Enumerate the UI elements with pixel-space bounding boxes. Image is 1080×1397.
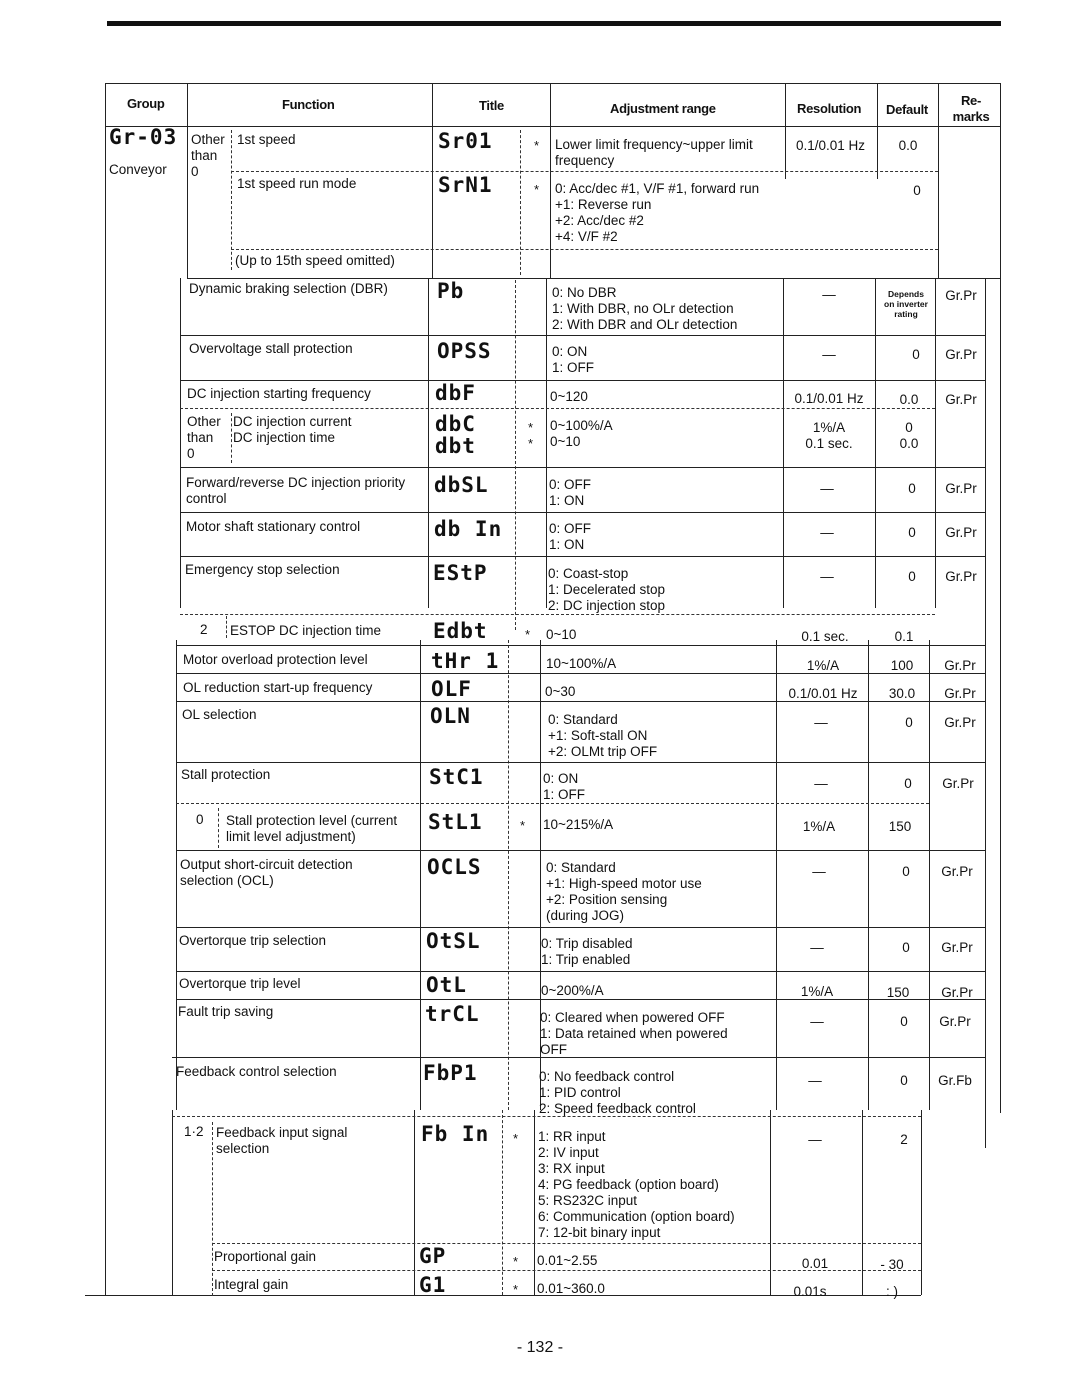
row-title: Edbt bbox=[433, 619, 488, 643]
row-range: 0.01~360.0 bbox=[537, 1281, 605, 1296]
row-range: 0: ON 1: OFF bbox=[552, 344, 595, 375]
row-default: 0.0 bbox=[898, 138, 918, 153]
row-range: 0: No feedback control 1: PID control 2: Speed feedback control bbox=[539, 1069, 696, 1116]
row-default: 0 bbox=[902, 864, 910, 879]
row-resolution: 0.1 sec. bbox=[801, 629, 849, 644]
row-resolution: 0.01s bbox=[793, 1284, 827, 1299]
row-title: trCL bbox=[425, 1002, 480, 1026]
row-remarks: Gr.Pr bbox=[945, 481, 977, 496]
row-function: Overtorque trip selection bbox=[179, 933, 327, 948]
row-remarks: Gr.Pr bbox=[945, 569, 977, 584]
row-remarks: Gr.Pr bbox=[944, 686, 976, 701]
row-range: Lower limit frequency~upper limit frequency bbox=[555, 137, 753, 168]
row-range: 0.01~2.55 bbox=[537, 1253, 598, 1268]
row-default: 100 bbox=[890, 658, 914, 673]
row-default: 0 bbox=[908, 569, 916, 584]
row-remarks: Gr.Pr bbox=[941, 940, 973, 955]
row-resolution: — bbox=[814, 715, 828, 730]
row-star: * bbox=[513, 1131, 519, 1146]
header-default: Default bbox=[886, 102, 928, 117]
row-function: Dynamic braking selection (DBR) bbox=[189, 281, 388, 296]
header-adjustment-range: Adjustment range bbox=[610, 101, 716, 116]
row-default: Depends on inverter rating bbox=[884, 289, 928, 319]
row-title: db In bbox=[434, 517, 503, 541]
row-remarks: Gr.Pr bbox=[945, 347, 977, 362]
row-function: Feedback input signal selection bbox=[216, 1125, 348, 1156]
row-condition: 0 bbox=[196, 812, 204, 827]
row-function: Motor overload protection level bbox=[183, 652, 368, 667]
row-function: Proportional gain bbox=[214, 1249, 317, 1264]
row-default: 30.0 bbox=[888, 686, 916, 701]
row-remarks: Gr.Pr bbox=[939, 1014, 971, 1029]
row-function: Forward/reverse DC injection priority control bbox=[186, 475, 406, 506]
header-function: Function bbox=[282, 97, 335, 112]
row-title: OPSS bbox=[437, 339, 492, 363]
row-function: OL reduction start-up frequency bbox=[183, 680, 373, 695]
row-title: OCLS bbox=[427, 855, 482, 879]
row-function: Emergency stop selection bbox=[185, 562, 340, 577]
row-resolution: 0.1/0.01 Hz bbox=[788, 686, 858, 701]
row-range: 0~200%/A bbox=[541, 983, 604, 998]
row-resolution: — bbox=[808, 1132, 822, 1147]
row-star: * bbox=[525, 627, 531, 642]
row-title: dbSL bbox=[434, 473, 489, 497]
row-range: 0: Coast-stop 1: Decelerated stop 2: DC injection stop bbox=[548, 566, 666, 613]
row-title: FbP1 bbox=[423, 1061, 478, 1085]
row-resolution: 1%/A bbox=[802, 819, 836, 834]
row-title: OLN bbox=[430, 704, 471, 728]
top-rule bbox=[107, 21, 1001, 26]
row-default: 0 0.0 bbox=[899, 420, 919, 451]
row-title: StC1 bbox=[429, 765, 484, 789]
row-function: DC injection current DC injection time bbox=[233, 414, 352, 445]
row-resolution: — bbox=[822, 287, 836, 302]
row-resolution: — bbox=[814, 776, 828, 791]
row-function: Stall protection bbox=[181, 767, 271, 782]
row-star: * * bbox=[528, 420, 534, 451]
row-default: 0 bbox=[900, 1014, 908, 1029]
row-range: 0: Standard +1: High-speed motor use +2: Position sensing (during JOG) bbox=[546, 860, 702, 923]
row-star: * bbox=[534, 182, 540, 197]
row-remarks: Gr.Fb bbox=[938, 1073, 972, 1088]
row-title: GP bbox=[419, 1244, 447, 1268]
header-remarks: Re- marks bbox=[952, 93, 990, 124]
row-default: 0 bbox=[902, 940, 910, 955]
row-title: tHr 1 bbox=[431, 649, 500, 673]
row-range: 0: Trip disabled 1: Trip enabled bbox=[541, 936, 633, 967]
row-range: 10~100%/A bbox=[546, 656, 617, 671]
row-default: 0 bbox=[900, 1073, 908, 1088]
row-title: Pb bbox=[437, 279, 465, 303]
row-resolution: 0.1/0.01 Hz bbox=[794, 391, 864, 406]
row-title: dbC dbt bbox=[435, 412, 476, 458]
row-star: * bbox=[513, 1254, 519, 1269]
row-remarks: Gr.Pr bbox=[944, 715, 976, 730]
row-resolution: — bbox=[812, 864, 826, 879]
row-title: SrN1 bbox=[438, 173, 493, 197]
row-default: 0 bbox=[908, 481, 916, 496]
row-resolution: 1%/A bbox=[800, 984, 834, 999]
row-function: ESTOP DC injection time bbox=[230, 623, 382, 638]
row-range: 0~100%/A 0~10 bbox=[550, 418, 613, 449]
row-resolution: — bbox=[820, 481, 834, 496]
row-range: 0: Standard +1: Soft-stall ON +2: OLMt trip OFF bbox=[548, 712, 658, 759]
row-default: 150 bbox=[888, 819, 912, 834]
header-title: Title bbox=[479, 98, 504, 113]
row-default: 0 bbox=[905, 715, 913, 730]
row-range: 0: ON 1: OFF bbox=[543, 771, 586, 802]
row-default: - 30 bbox=[880, 1257, 904, 1272]
row-remarks: Gr.Pr bbox=[944, 658, 976, 673]
row-title: OtSL bbox=[426, 929, 481, 953]
row-range: 0~10 bbox=[546, 627, 577, 642]
group-name: Conveyor bbox=[109, 162, 167, 177]
row-resolution: 0.1/0.01 Hz bbox=[796, 138, 866, 153]
row-default: 150 bbox=[886, 985, 910, 1000]
header-resolution: Resolution bbox=[797, 101, 862, 116]
row-remarks: Gr.Pr bbox=[945, 392, 977, 407]
row-range: 0~120 bbox=[550, 389, 588, 404]
row-function: Integral gain bbox=[214, 1277, 289, 1292]
row-resolution: 0.01 bbox=[801, 1256, 829, 1271]
row-resolution: — bbox=[810, 1014, 824, 1029]
row-default: 0 bbox=[913, 183, 921, 198]
row-remarks: Gr.Pr bbox=[945, 525, 977, 540]
row-function: Overtorque trip level bbox=[179, 976, 301, 991]
row-default: 0 bbox=[904, 776, 912, 791]
row-function: (Up to 15th speed omitted) bbox=[235, 253, 395, 268]
row-range: 0~30 bbox=[545, 684, 576, 699]
row-function: 1st speed bbox=[237, 132, 296, 147]
row-default: 2 bbox=[900, 1132, 908, 1147]
page-number: - 132 - bbox=[516, 1339, 564, 1356]
row-resolution: — bbox=[808, 1073, 822, 1088]
row-default: 0.0 bbox=[899, 392, 919, 407]
row-resolution: — bbox=[822, 347, 836, 362]
group-code: Gr-03 bbox=[109, 125, 178, 149]
row-title: Fb In bbox=[421, 1122, 490, 1146]
row-title: G1 bbox=[419, 1273, 447, 1297]
row-condition: Other than 0 bbox=[187, 414, 221, 461]
row-function: 1st speed run mode bbox=[237, 176, 357, 191]
row-function: DC injection starting frequency bbox=[187, 386, 371, 401]
row-resolution: — bbox=[810, 940, 824, 955]
row-function: Motor shaft stationary control bbox=[186, 519, 361, 534]
row-resolution: — bbox=[820, 569, 834, 584]
row-title: OtL bbox=[426, 973, 467, 997]
row-condition: Other than 0 bbox=[191, 132, 225, 179]
row-resolution: — bbox=[820, 525, 834, 540]
header-group: Group bbox=[127, 96, 165, 111]
row-title: StL1 bbox=[428, 810, 483, 834]
row-resolution: 1%/A 0.1 sec. bbox=[805, 420, 853, 451]
row-remarks: Gr.Pr bbox=[941, 864, 973, 879]
row-range: 0: No DBR 1: With DBR, no OLr detection 2: With DBR and OLr detection bbox=[552, 285, 738, 332]
row-range: 0: OFF 1: ON bbox=[549, 521, 592, 552]
row-title: Sr01 bbox=[438, 129, 493, 153]
row-function: Output short-circuit detection selection (OCL) bbox=[180, 857, 353, 888]
row-function: Fault trip saving bbox=[178, 1004, 274, 1019]
row-remarks: Gr.Pr bbox=[942, 776, 974, 791]
row-default: 0 bbox=[908, 525, 916, 540]
row-title: OLF bbox=[431, 677, 472, 701]
row-default: : ) bbox=[886, 1284, 898, 1299]
row-function: OL selection bbox=[182, 707, 257, 722]
row-function: Feedback control selection bbox=[176, 1064, 337, 1079]
row-range: 0: Cleared when powered OFF 1: Data retained when powered OFF bbox=[540, 1010, 728, 1057]
row-range: 1: RR input 2: IV input 3: RX input 4: PG feedback (option board) 5: RS232C input 6: Communication (option board) 7: 12-bit binary input bbox=[538, 1129, 735, 1240]
row-resolution: 1%/A bbox=[806, 658, 840, 673]
row-remarks: Gr.Pr bbox=[941, 985, 973, 1000]
row-default: 0.1 bbox=[894, 629, 914, 644]
row-star: * bbox=[513, 1282, 519, 1297]
row-remarks: Gr.Pr bbox=[945, 288, 977, 303]
row-function: Stall protection level (current limit level adjustment) bbox=[226, 813, 398, 844]
row-condition: 1·2 bbox=[184, 1124, 204, 1139]
row-star: * bbox=[534, 138, 540, 153]
row-star: * bbox=[520, 818, 526, 833]
row-range: 0: Acc/dec #1, V/F #1, forward run +1: Reverse run +2: Acc/dec #2 +4: V/F #2 bbox=[555, 181, 760, 244]
row-range: 0: OFF 1: ON bbox=[549, 477, 592, 508]
row-condition: 2 bbox=[200, 622, 208, 637]
row-function: Overvoltage stall protection bbox=[189, 341, 353, 356]
row-title: dbF bbox=[435, 381, 476, 405]
row-range: 10~215%/A bbox=[543, 817, 614, 832]
row-title: EStP bbox=[433, 561, 488, 585]
row-default: 0 bbox=[912, 347, 920, 362]
